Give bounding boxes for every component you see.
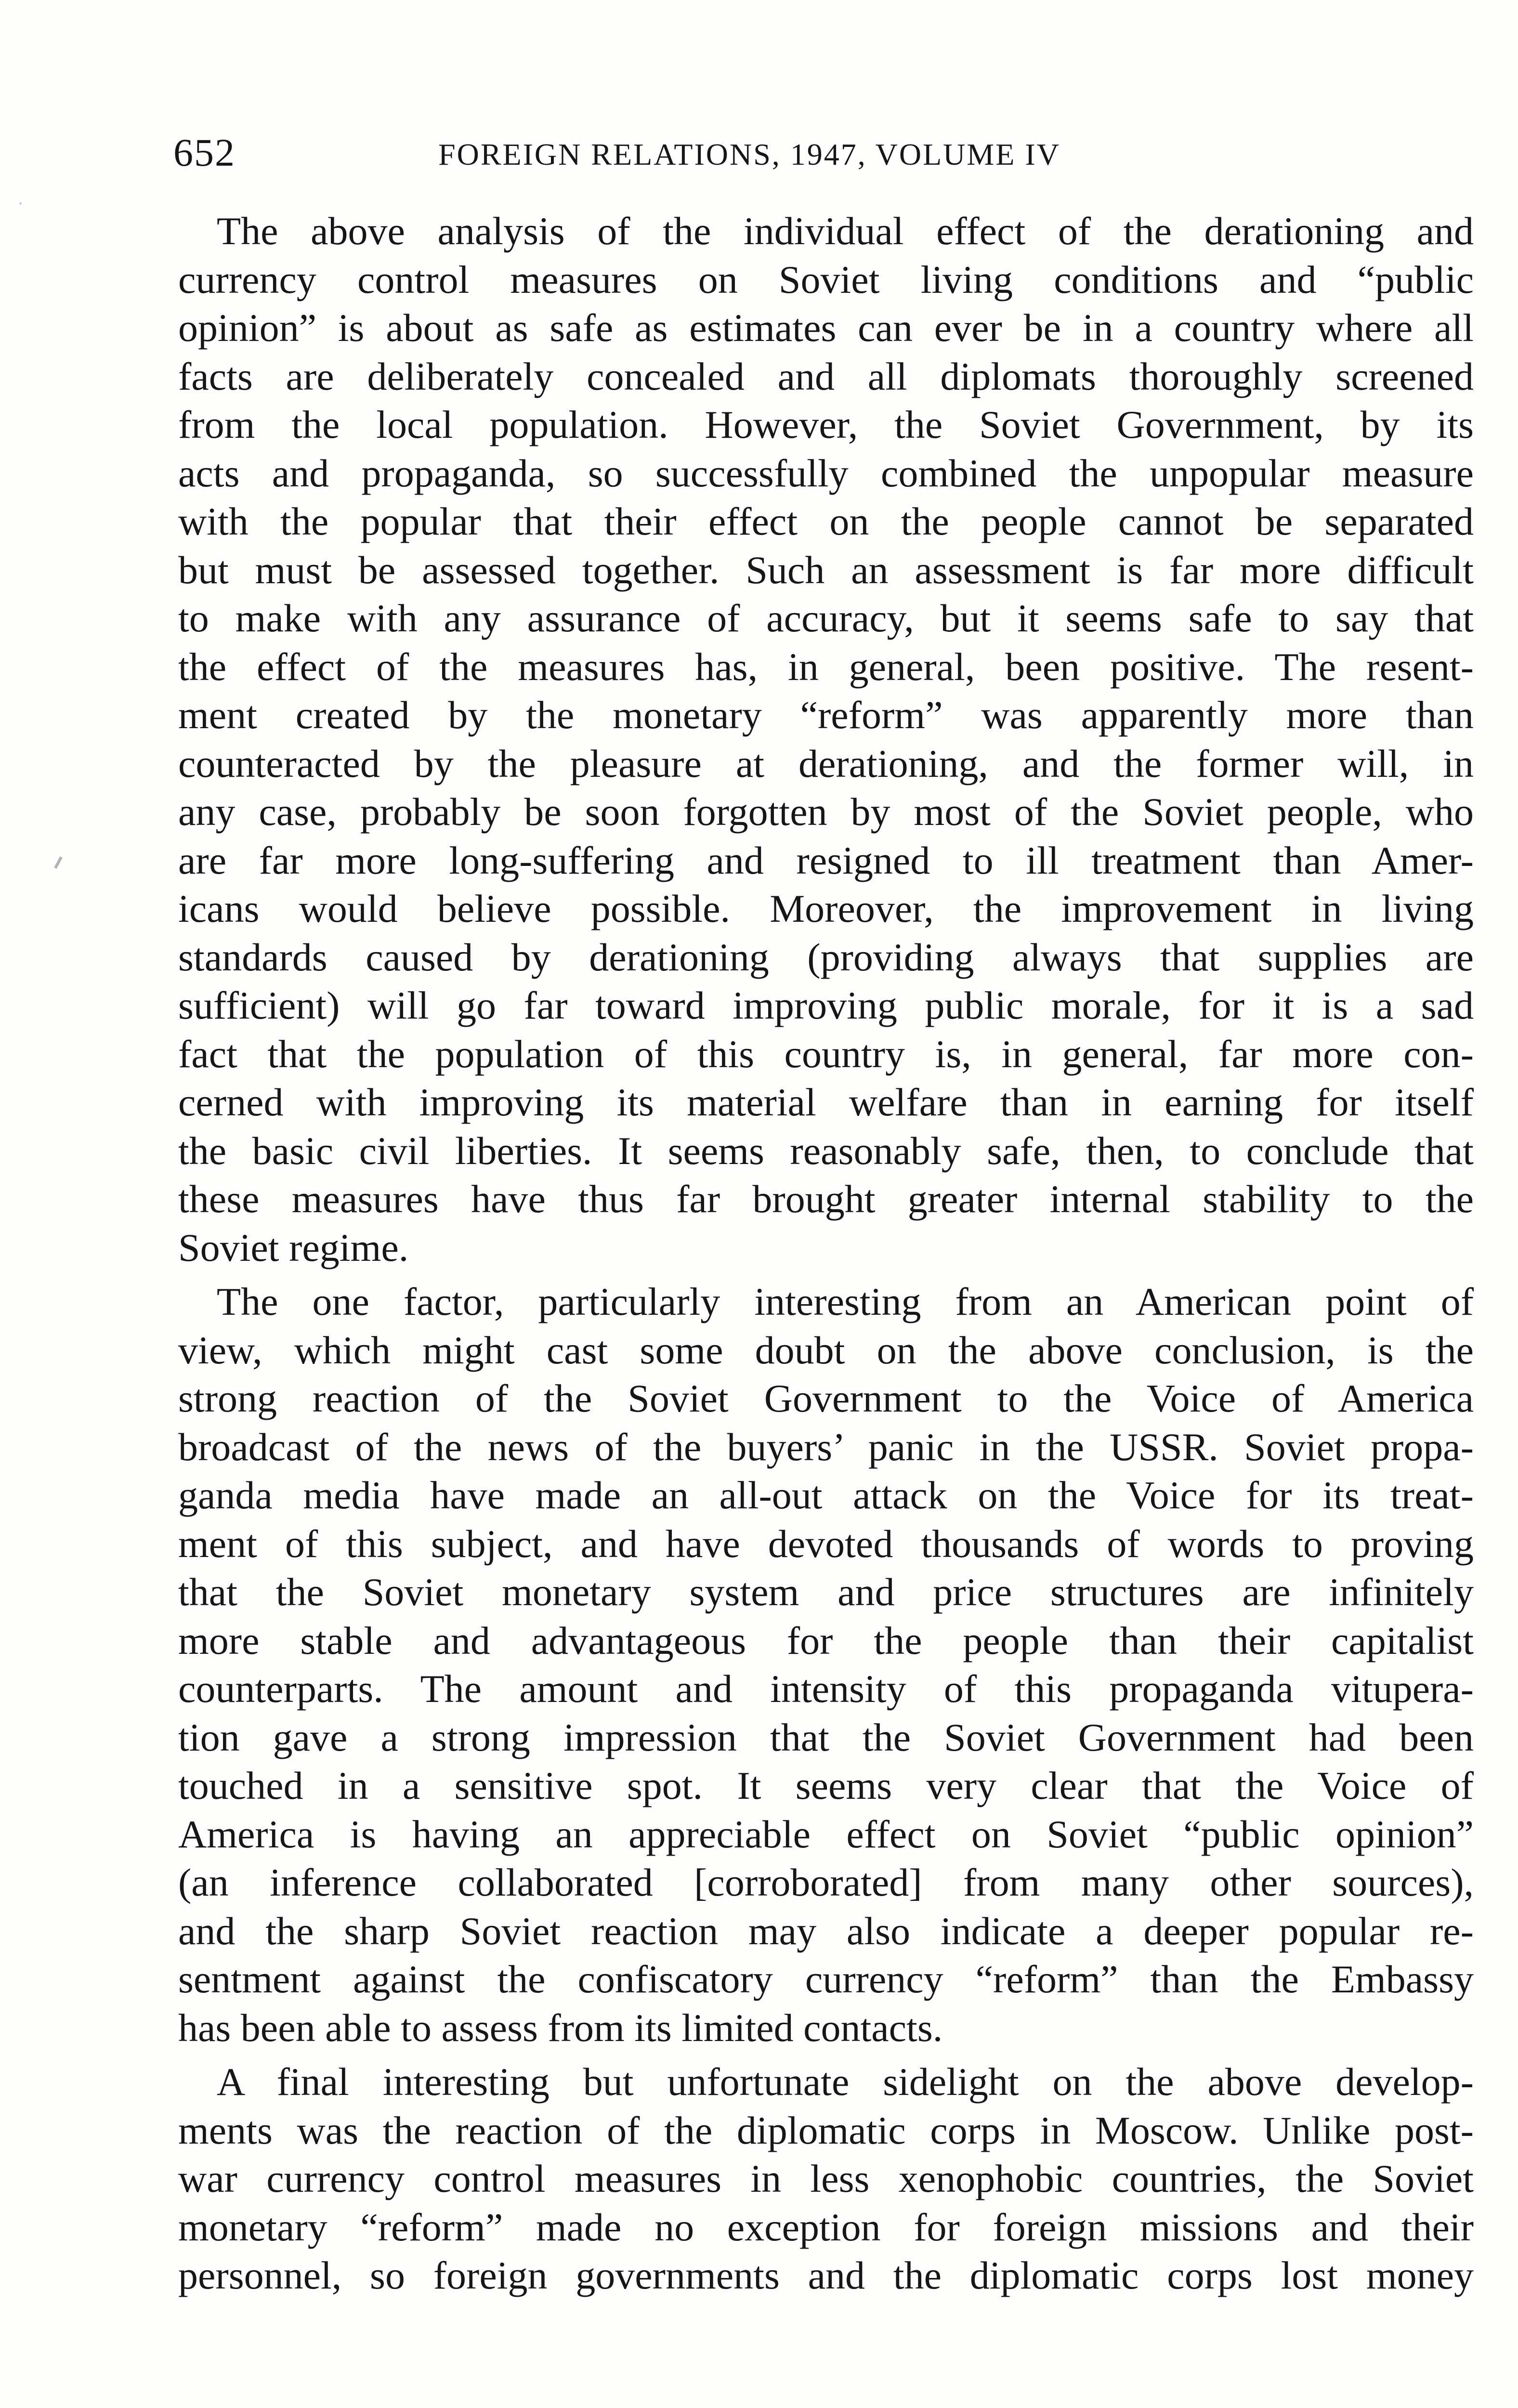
text-line: has been able to assess from its limited contacts. (178, 2005, 943, 2050)
text-line: facts are deliberately concealed and all diplomats thoroughly screened (178, 354, 1474, 398)
page-header (173, 126, 1469, 179)
body-text (178, 207, 1474, 2300)
text-line: the effect of the measures has, in general, been positive. The resent- (178, 644, 1474, 689)
text-line: counterparts. The amount and intensity of this propaganda vitupera- (178, 1667, 1474, 1711)
stray-dot-mark (19, 202, 22, 205)
text-line: ment created by the monetary “reform” was apparently more than (178, 693, 1474, 737)
text-line: sentment against the confiscatory currency “reform” than the Embassy (178, 1957, 1474, 2001)
text-line: The above analysis of the individual effect of the derationing and (217, 209, 1474, 253)
text-line: any case, probably be soon forgotten by most of the Soviet people, who (178, 790, 1474, 834)
text-line: standards caused by derationing (providing always that supplies are (178, 935, 1474, 979)
text-line: strong reaction of the Soviet Government to the Voice of America (178, 1376, 1474, 1420)
text-line: acts and propaganda, so successfully combined the unpopular measure (178, 451, 1474, 495)
text-line: war currency control measures in less xenophobic countries, the Soviet (178, 2157, 1474, 2200)
text-line: (an inference collaborated [corroborated] from many other sources), (178, 1860, 1474, 1904)
text-line: but must be assessed together. Such an assessment is far more difficult (178, 548, 1474, 592)
text-line: that the Soviet monetary system and price structures are infinitely (178, 1570, 1474, 1614)
text-line: with the popular that their effect on the people cannot be separated (178, 499, 1474, 543)
text-line: the basic civil liberties. It seems reasonably safe, then, to conclude that (178, 1128, 1474, 1173)
text-line: fact that the population of this country is, in general, far more con- (178, 1032, 1474, 1076)
text-line: Soviet regime. (178, 1225, 409, 1269)
text-line: America is having an appreciable effect on Soviet “public opinion” (178, 1812, 1474, 1856)
text-line: personnel, so foreign governments and the diplomatic corps lost money (178, 2253, 1474, 2297)
text-line: ments was the reaction of the diplomatic corps in Moscow. Unlike post- (178, 2108, 1474, 2152)
text-line: these measures have thus far brought greater internal stability to the (178, 1177, 1474, 1221)
text-line: more stable and advantageous for the people than their capitalist (178, 1618, 1474, 1662)
text-line: from the local population. However, the Soviet Government, by its (178, 403, 1474, 446)
text-line: currency control measures on Soviet living conditions and “public (178, 257, 1474, 301)
text-line: ganda media have made an all-out attack on the Voice for its treat- (178, 1473, 1474, 1517)
page-number: 652 (173, 131, 236, 174)
text-line: opinion” is about as safe as estimates can ever be in a country where all (178, 306, 1474, 350)
text-line: tion gave a strong impression that the Soviet Government had been (178, 1715, 1474, 1759)
text-line: monetary “reform” made no exception for foreign missions and their (178, 2205, 1474, 2249)
text-line: sufficient) will go far toward improving public morale, for it is a sad (178, 983, 1474, 1027)
text-line: The one factor, particularly interesting from an American point of (217, 1280, 1474, 1323)
text-line: cerned with improving its material welfare than in earning for itself (178, 1080, 1474, 1124)
text-line: are far more long-suffering and resigned to ill treatment than Amer- (178, 838, 1474, 882)
text-line: touched in a sensitive spot. It seems very clear that the Voice of (178, 1764, 1474, 1807)
text-line: to make with any assurance of accuracy, but it seems safe to say that (178, 596, 1474, 640)
text-line: view, which might cast some doubt on the above conclusion, is the (178, 1328, 1474, 1372)
stray-pencil-mark (54, 856, 63, 869)
text-line: and the sharp Soviet reaction may also indicate a deeper popular re- (178, 1909, 1474, 1953)
text-line: counteracted by the pleasure at derationing, and the former will, in (178, 741, 1474, 785)
text-line: icans would believe possible. Moreover, the improvement in living (178, 887, 1474, 930)
text-line: ment of this subject, and have devoted thousands of words to proving (178, 1521, 1474, 1566)
running-head: FOREIGN RELATIONS, 1947, VOLUME IV (438, 137, 1060, 171)
text-line: A final interesting but unfortunate sidelight on the above develop- (217, 2060, 1474, 2104)
text-line: broadcast of the news of the buyers’ panic in the USSR. Soviet propa- (178, 1425, 1474, 1469)
